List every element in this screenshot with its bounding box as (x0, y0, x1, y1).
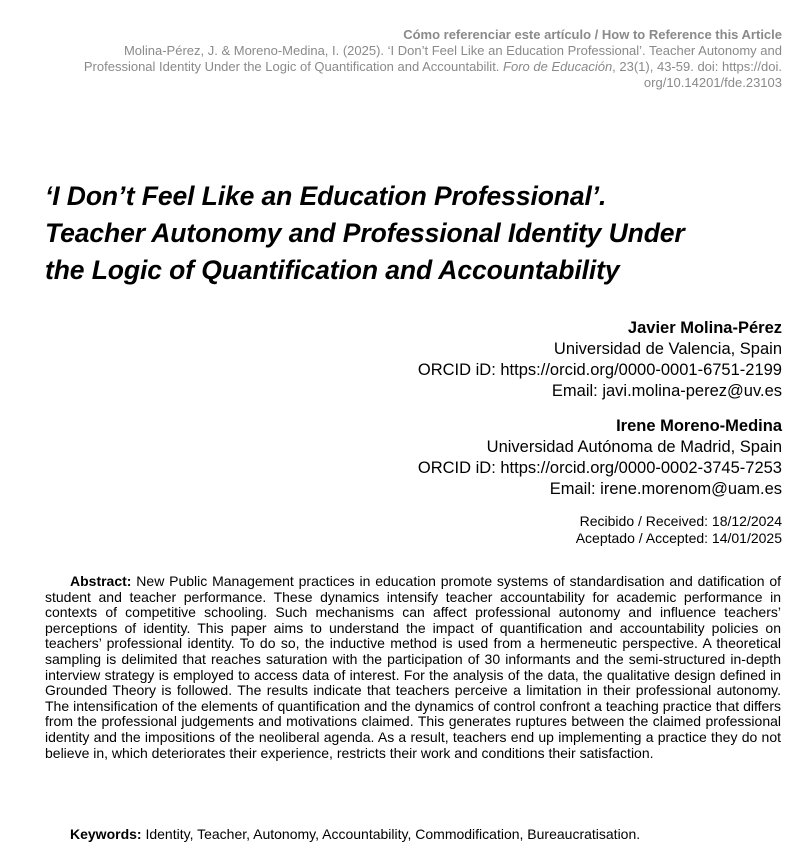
title-line-1: ‘I Don’t Feel Like an Education Professional’. (45, 181, 607, 211)
citation-volume-doi: , 23(1), 43-59. doi: https://doi. org/10.14201/fde.23103 (612, 59, 782, 90)
abstract-paragraph (45, 574, 781, 761)
title-line-2: Teacher Autonomy and Professional Identity Under (45, 218, 685, 248)
author-block-1 (418, 318, 782, 402)
author-orcid-link[interactable]: ORCID iD: https://orcid.org/0000-0001-6751-2199 (417, 361, 782, 379)
citation-journal: Foro de Educación (503, 59, 613, 74)
title-line-3: the Logic of Quantification and Accountability (45, 255, 620, 285)
author-email-link[interactable]: Email: javi.molina-perez@uv.es (551, 382, 782, 400)
accepted-date: Aceptado / Accepted: 14/01/2025 (575, 530, 782, 546)
abstract-text: New Public Management practices in education promote systems of standardisation and datification of student and teacher performance. These dynamics intensify teacher accountability for academic performance in contexts of competitive schooling. Such mechanisms can affect professional autonomy and influence teachers’ perceptions of identity. This paper aims to understand the impact of quantification and accountability policies on teachers’ professional identity. To do so, the inductive method is used from a hermeneutic perspective. A theoretical sampling is delimited that reaches saturation with the participation of 30 informants and the semi-structured in-depth interview strategy is employed to access data of interest. For the analysis of the data, the qualitative design defined in Grounded Theory is followed. The results indicate that teachers perceive a limitation in their professional autonomy. The intensification of the elements of quantification and the dynamics of control confront a teaching practice that differs from the professional judgements and motivations claimed. This generates ruptures between the claimed professional identity and the impositions of the neoliberal agenda. As a result, teachers end up implementing a practice they do not believe in, which deteriorates their experience, restricts their work and conditions their satisfaction. (45, 573, 781, 761)
citation-authors-title: Molina-Pérez, J. & Moreno-Medina, I. (2025). ‘I Don’t Feel Like an Education Professional’. Teacher Autonomy and Professional Identity Under the Logic of Quantification and Accountabilit. (83, 43, 782, 74)
author-block-2 (418, 416, 782, 500)
abstract-label: Abstract: (70, 573, 132, 589)
submission-dates (576, 513, 782, 547)
author-email-link[interactable]: Email: irene.morenom@uam.es (549, 480, 782, 498)
author-affiliation: Universidad Autónoma de Madrid, Spain (486, 438, 782, 456)
author-affiliation: Universidad de Valencia, Spain (553, 340, 782, 358)
article-title (45, 178, 785, 289)
citation-reference (82, 27, 782, 91)
citation-heading: Cómo referenciar este artículo / How to Reference this Article (403, 27, 782, 42)
keywords-label: Keywords: (70, 826, 142, 842)
keywords-text: Identity, Teacher, Autonomy, Accountability, Commodification, Bureaucratisation. (141, 826, 641, 842)
keywords-paragraph (70, 827, 790, 843)
author-orcid-link[interactable]: ORCID iD: https://orcid.org/0000-0002-3745-7253 (417, 459, 782, 477)
author-name: Javier Molina-Pérez (627, 319, 782, 337)
author-name: Irene Moreno-Medina (616, 417, 782, 435)
received-date: Recibido / Received: 18/12/2024 (579, 513, 782, 529)
citation-text (82, 43, 782, 91)
